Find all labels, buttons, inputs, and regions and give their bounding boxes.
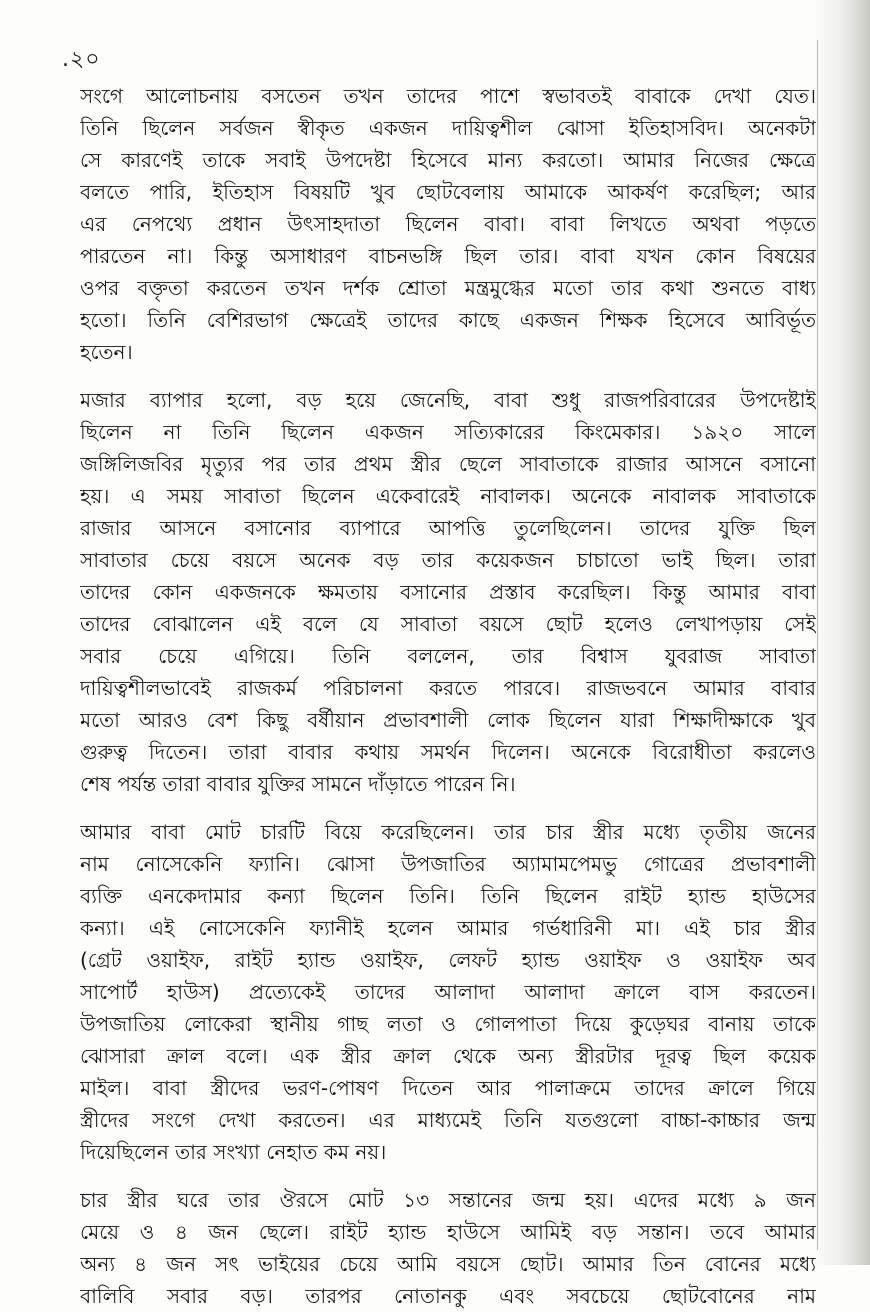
text-line: গুরুত্ব দিতেন। তারা বাবার কথায় সমর্থন দিলেন। অনেকে বিরোধীতা করলেও xyxy=(80,740,816,764)
text-line: জঙ্গিলিজবির মৃত্যুর পর তার প্রথম স্ত্রীর ছেলে সাবাতাকে রাজার আসনে বসানো xyxy=(80,452,816,476)
text-line: হতেন। xyxy=(80,340,133,364)
text-line: সে কারণেই তাকে সবাই উপদেষ্টা হিসেবে মান্য করতো। আমার নিজের ক্ষেত্রে xyxy=(80,148,816,172)
text-line: স্ত্রীদের সংগে দেখা করতেন। এর মাধ্যমেই তিনি যতগুলো বাচ্চা-কাচ্চার জন্ম xyxy=(80,1108,816,1132)
text-line: বালিবি সবার বড়। তারপর নোতানকু এবং সবচেয়ে ছোটবোনের নাম xyxy=(80,1284,816,1308)
text-line: নাম নোসেকেনি ফ্যানি। ঝোসা উপজাতির অ্যামামপেমভু গোত্রের প্রভাবশালী xyxy=(80,852,816,876)
text-line: রাজার আসনে বসানোর ব্যাপারে আপত্তি তুলেছিলেন। তাদের যুক্তি ছিল xyxy=(80,516,816,540)
text-line: হয়। এ সময় সাবাতা ছিলেন একেবারেই নাবালক। অনেকে নাবালক সাবাতাকে xyxy=(80,484,816,508)
paragraph-2 xyxy=(80,384,816,800)
text-line: উপজাতিয় লোকেরা স্থানীয় গাছ লতা ও গোলপাতা দিয়ে কুড়েঘর বানায় তাকে xyxy=(80,1012,816,1036)
text-line: তাদের কোন একজনকে ক্ষমতায় বসানোর প্রস্তাব করেছিল। কিন্তু আমার বাবা xyxy=(80,580,816,604)
text-line: শেষ পর্যন্ত তারা বাবার যুক্তির সামনে দাঁড়াতে পারেন নি। xyxy=(80,772,516,796)
text-line: বলতে পারি, ইতিহাস বিষয়টি খুব ছোটবেলায় আমাকে আকর্ষণ করেছিল; আর xyxy=(80,180,816,204)
text-line: মাইল। বাবা স্ত্রীদের ভরণ-পোষণ দিতেন আর পালাক্রমে তাদের ক্রালে গিয়ে xyxy=(80,1076,816,1100)
text-line: সংগে আলোচনায় বসতেন তখন তাদের পাশে স্বভাবতই বাবাকে দেখা যেত। xyxy=(80,84,816,108)
text-line: তাদের বোঝালেন এই বলে যে সাবাতা বয়সে ছোট হলেও লেখাপড়ায় সেই xyxy=(80,612,816,636)
text-line: ঝোসারা ক্রাল বলে। এক স্ত্রীর ক্রাল থেকে অন্য স্ত্রীরটার দূরত্ব ছিল কয়েক xyxy=(80,1044,816,1068)
text-line: সবার চেয়ে এগিয়ে। তিনি বললেন, তার বিশ্বাস যুবরাজ সাবাতা xyxy=(80,644,816,668)
text-line: ব্যক্তি এনকেদামার কন্যা ছিলেন তিনি। তিনি ছিলেন রাইট হ্যান্ড হাউসের xyxy=(80,884,816,908)
text-line: সাপোর্ট হাউস) প্রত্যেকেই তাদের আলাদা আলাদা ক্রালে বাস করতেন। xyxy=(80,980,816,1004)
page-body xyxy=(80,80,816,1312)
text-line: তিনি ছিলেন সর্বজন স্বীকৃত একজন দায়িত্বশীল ঝোসা ইতিহাসবিদ। অনেকটা xyxy=(80,116,816,140)
text-line: মজার ব্যাপার হলো, বড় হয়ে জেনেছি, বাবা শুধু রাজপরিবারের উপদেষ্টাই xyxy=(80,388,816,412)
paragraph-gap xyxy=(80,800,816,816)
text-line: মেয়ে ও ৪ জন ছেলে। রাইট হ্যান্ড হাউসে আমিই বড় সন্তান। তবে আমার xyxy=(80,1220,816,1244)
paragraph-4 xyxy=(80,1184,816,1312)
page-edge-shadow xyxy=(812,0,870,1265)
text-line: সাবাতার চেয়ে বয়সে অনেক বড় তার কয়েকজন চাচাতো ভাই ছিল। তারা xyxy=(80,548,816,572)
paragraph-gap xyxy=(80,1168,816,1184)
text-line: দায়িত্বশীলভাবেই রাজকর্ম পরিচালনা করতে পারবে। রাজভবনে আমার বাবার xyxy=(80,676,816,700)
text-line: ওপর বক্তৃতা করতেন তখন দর্শক শ্রোতা মন্ত্রমুগ্ধের মতো তার কথা শুনতে বাধ্য xyxy=(80,276,816,300)
text-line: কন্যা। এই নোসেকেনি ফ্যানীই হলেন আমার গর্ভধারিনী মা। এই চার স্ত্রীর xyxy=(80,916,816,940)
text-line: আমার বাবা মোট চারটি বিয়ে করেছিলেন। তার চার স্ত্রীর মধ্যে তৃতীয় জনের xyxy=(80,820,816,844)
text-line: (গ্রেট ওয়াইফ, রাইট হ্যান্ড ওয়াইফ, লেফট হ্যান্ড ওয়াইফ ও ওয়াইফ অব xyxy=(80,948,816,972)
paragraph-3 xyxy=(80,816,816,1168)
text-line: ছিলেন না তিনি ছিলেন একজন সত্যিকারের কিংমেকার। ১৯২০ সালে xyxy=(80,420,816,444)
paragraph-gap xyxy=(80,368,816,384)
paragraph-1 xyxy=(80,80,816,368)
page-number: .২০ xyxy=(62,47,101,72)
text-line: হতো। তিনি বেশিরভাগ ক্ষেত্রেই তাদের কাছে একজন শিক্ষক হিসেবে আবির্ভূত xyxy=(80,308,816,332)
text-line: অন্য ৪ জন সৎ ভাইয়ের চেয়ে আমি বয়সে ছোট। আমার তিন বোনের মধ্যে xyxy=(80,1252,816,1276)
text-line: পারতেন না। কিন্তু অসাধারণ বাচনভঙ্গি ছিল তার। বাবা যখন কোন বিষয়ের xyxy=(80,244,816,268)
text-line: চার স্ত্রীর ঘরে তার ঔরসে মোট ১৩ সন্তানের জন্ম হয়। এদের মধ্যে ৯ জন xyxy=(80,1188,816,1212)
text-line: দিয়েছিলেন তার সংখ্যা নেহাত কম নয়। xyxy=(80,1140,387,1164)
page-gutter-line xyxy=(817,40,818,1250)
text-line: এর নেপথ্যে প্রধান উৎসাহদাতা ছিলেন বাবা। বাবা লিখতে অথবা পড়তে xyxy=(80,212,816,236)
text-line: মতো আরও বেশ কিছু বর্ষীয়ান প্রভাবশালী লোক ছিলেন যারা শিক্ষাদীক্ষাকে খুব xyxy=(80,708,816,732)
